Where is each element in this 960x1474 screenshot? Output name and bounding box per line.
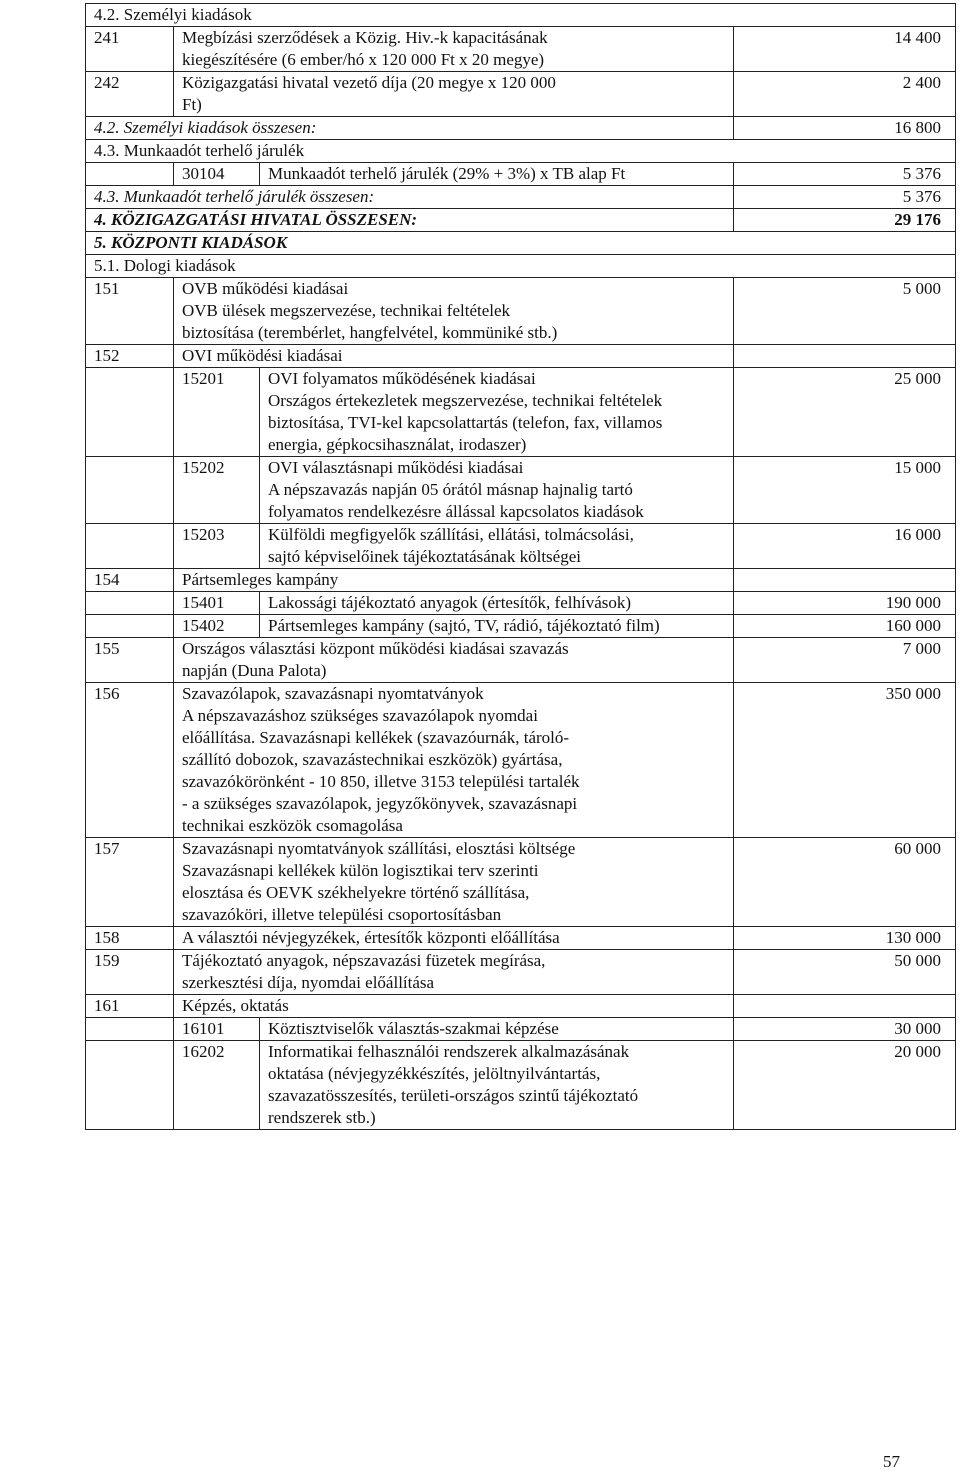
item-code-text: 152	[94, 346, 120, 365]
table-row	[86, 255, 956, 278]
item-amount-text: 60 000	[894, 839, 942, 858]
item-code	[86, 345, 174, 368]
item-description	[174, 278, 734, 345]
table-row	[86, 232, 956, 255]
item-code	[86, 995, 174, 1018]
empty-cell	[86, 524, 174, 569]
subitem-code	[174, 615, 260, 638]
section-total-label-text: 4.2. Személyi kiadások összesen:	[94, 118, 317, 137]
subitem-code	[174, 524, 260, 569]
subitem-amount	[734, 1041, 956, 1130]
table-row	[86, 638, 956, 683]
subitem-code	[174, 163, 260, 186]
item-code-text: 242	[94, 73, 120, 92]
subitem-amount-text: 16 000	[894, 525, 942, 544]
item-amount-text: 14 400	[894, 28, 942, 47]
subitem-code-text: 15203	[182, 525, 225, 544]
table-row	[86, 927, 956, 950]
item-amount	[734, 995, 956, 1018]
table-row	[86, 615, 956, 638]
table-row	[86, 457, 956, 524]
item-description	[174, 927, 734, 950]
chapter-title-text: 5. KÖZPONTI KIADÁSOK	[94, 233, 288, 252]
empty-cell	[86, 615, 174, 638]
table-row	[86, 1041, 956, 1130]
subitem-amount-text: 5 376	[902, 164, 942, 183]
item-amount-text: 50 000	[894, 951, 942, 970]
subitem-description-text: Munkaadót terhelő járulék (29% + 3%) x TB alap Ft	[268, 164, 626, 183]
subitem-amount	[734, 1018, 956, 1041]
table-row	[86, 995, 956, 1018]
subitem-description	[260, 1018, 734, 1041]
grand-total-amount-text: 29 176	[894, 210, 942, 229]
item-description-text: Képzés, oktatás	[182, 996, 289, 1015]
page-number: 57	[883, 1452, 900, 1471]
item-amount	[734, 278, 956, 345]
subitem-description	[260, 163, 734, 186]
subitem-code-text: 16101	[182, 1019, 225, 1038]
table-row	[86, 163, 956, 186]
subitem-amount-text: 160 000	[885, 616, 942, 635]
item-code	[86, 683, 174, 838]
item-amount-text: 7 000	[902, 639, 942, 658]
item-code-text: 151	[94, 279, 120, 298]
item-description-text: OVB működési kiadásai OVB ülések megszervezése, technikai feltételek biztosítása (terembérlet, hangfelvétel, kommüniké stb.)	[182, 279, 558, 342]
table-row	[86, 345, 956, 368]
section-total-amount-text: 16 800	[894, 118, 942, 137]
item-code	[86, 278, 174, 345]
item-code-text: 156	[94, 684, 120, 703]
subitem-description-text: OVI folyamatos működésének kiadásai Országos értekezletek megszervezése, technikai feltételek biztosítása, TVI-kel kapcsolattartás (telefon, fax, villamos energia, gépkocsihasználat, irodaszer)	[268, 369, 663, 454]
item-code-text: 159	[94, 951, 120, 970]
item-description	[174, 995, 734, 1018]
subitem-amount-text: 190 000	[885, 593, 942, 612]
table-row	[86, 683, 956, 838]
section-heading-text: 4.3. Munkaadót terhelő járulék	[94, 141, 305, 160]
subitem-code	[174, 592, 260, 615]
item-amount	[734, 345, 956, 368]
empty-cell	[86, 592, 174, 615]
section-total-amount-text: 5 376	[902, 187, 942, 206]
grand-total-label-text: 4. KÖZIGAZGATÁSI HIVATAL ÖSSZESEN:	[94, 210, 418, 229]
subitem-code	[174, 1041, 260, 1130]
item-description	[174, 638, 734, 683]
subitem-code	[174, 1018, 260, 1041]
item-description-text: Országos választási központ működési kiadásai szavazás napján (Duna Palota)	[182, 639, 569, 680]
subitem-description	[260, 1041, 734, 1130]
section-heading	[86, 140, 956, 163]
section-heading	[86, 4, 956, 27]
subitem-description-text: Külföldi megfigyelők szállítási, ellátási, tolmácsolási, sajtó képviselőinek tájékoztatásának költségei	[268, 525, 634, 566]
empty-cell	[86, 368, 174, 457]
subitem-code-text: 15201	[182, 369, 225, 388]
subitem-amount-text: 20 000	[894, 1042, 942, 1061]
grand-total-label	[86, 209, 734, 232]
item-description-text: Közigazgatási hivatal vezető díja (20 megye x 120 000 Ft)	[182, 73, 556, 114]
item-code	[86, 27, 174, 72]
item-amount	[734, 683, 956, 838]
table-row	[86, 186, 956, 209]
item-code-text: 161	[94, 996, 120, 1015]
item-code	[86, 569, 174, 592]
section-total-label	[86, 186, 734, 209]
section-total-amount	[734, 186, 956, 209]
empty-cell	[86, 1041, 174, 1130]
item-amount-text: 2 400	[902, 73, 942, 92]
subitem-code	[174, 457, 260, 524]
table-row	[86, 140, 956, 163]
table-row	[86, 4, 956, 27]
item-code	[86, 838, 174, 927]
subitem-description	[260, 592, 734, 615]
subitem-amount	[734, 615, 956, 638]
item-description	[174, 72, 734, 117]
subitem-amount	[734, 457, 956, 524]
empty-cell	[86, 163, 174, 186]
subitem-description-text: OVI választásnapi működési kiadásai A népszavazás napján 05 órától másnap hajnalig tartó folyamatos rendelkezésre állással kapcsolatos kiadások	[268, 458, 644, 521]
subitem-code-text: 16202	[182, 1042, 225, 1061]
section-total-amount	[734, 117, 956, 140]
item-code	[86, 638, 174, 683]
item-amount	[734, 72, 956, 117]
section-heading-text: 5.1. Dologi kiadások	[94, 256, 236, 275]
item-description	[174, 569, 734, 592]
item-code-text: 155	[94, 639, 120, 658]
item-code	[86, 72, 174, 117]
subitem-description-text: Pártsemleges kampány (sajtó, TV, rádió, tájékoztató film)	[268, 616, 660, 635]
section-total-label-text: 4.3. Munkaadót terhelő járulék összesen:	[94, 187, 375, 206]
item-description	[174, 345, 734, 368]
subitem-code-text: 15202	[182, 458, 225, 477]
item-description-text: Pártsemleges kampány	[182, 570, 339, 589]
subitem-code	[174, 368, 260, 457]
section-heading-text: 4.2. Személyi kiadások	[94, 5, 252, 24]
section-total-label	[86, 117, 734, 140]
item-code-text: 241	[94, 28, 120, 47]
item-description-text: Szavazásnapi nyomtatványok szállítási, elosztási költsége Szavazásnapi kellékek külön logisztikai terv szerinti elosztása és OEVK székhelyekre történő szállítása, szavazóköri, illetve települési csoportosításban	[182, 839, 576, 924]
subitem-description	[260, 615, 734, 638]
table-row	[86, 524, 956, 569]
item-description	[174, 838, 734, 927]
subitem-amount-text: 15 000	[894, 458, 942, 477]
item-description-text: Tájékoztató anyagok, népszavazási füzetek megírása, szerkesztési díja, nyomdai előállítása	[182, 951, 546, 992]
subitem-amount-text: 25 000	[894, 369, 942, 388]
item-description-text: A választói névjegyzékek, értesítők központi előállítása	[182, 928, 560, 947]
item-description	[174, 950, 734, 995]
subitem-amount	[734, 592, 956, 615]
subitem-code-text: 30104	[182, 164, 225, 183]
item-description	[174, 27, 734, 72]
table-row	[86, 1018, 956, 1041]
section-heading	[86, 255, 956, 278]
subitem-description-text: Informatikai felhasználói rendszerek alkalmazásának oktatása (névjegyzékkészítés, jelöltnyilvántartás, szavazatösszesítés, területi-országos szintű tájékoztató rendszerek stb.)	[268, 1042, 639, 1127]
subitem-description-text: Köztisztviselők választás-szakmai képzése	[268, 1019, 559, 1038]
item-description	[174, 683, 734, 838]
empty-cell	[86, 457, 174, 524]
subitem-amount	[734, 163, 956, 186]
item-code	[86, 950, 174, 995]
subitem-code-text: 15402	[182, 616, 225, 635]
table-row	[86, 117, 956, 140]
table-row	[86, 592, 956, 615]
item-amount	[734, 927, 956, 950]
table-row	[86, 278, 956, 345]
subitem-description	[260, 524, 734, 569]
empty-cell	[86, 1018, 174, 1041]
table-row	[86, 368, 956, 457]
item-code-text: 157	[94, 839, 120, 858]
budget-table	[85, 3, 956, 1130]
item-amount	[734, 27, 956, 72]
subitem-description	[260, 368, 734, 457]
table-row	[86, 72, 956, 117]
subitem-amount	[734, 368, 956, 457]
table-row	[86, 569, 956, 592]
item-code	[86, 927, 174, 950]
grand-total-amount	[734, 209, 956, 232]
item-description-text: OVI működési kiadásai	[182, 346, 343, 365]
item-amount	[734, 638, 956, 683]
subitem-description	[260, 457, 734, 524]
item-amount-text: 350 000	[885, 684, 942, 703]
subitem-amount-text: 30 000	[894, 1019, 942, 1038]
item-amount-text: 130 000	[885, 928, 942, 947]
item-amount	[734, 950, 956, 995]
chapter-title	[86, 232, 956, 255]
item-amount	[734, 569, 956, 592]
table-row	[86, 27, 956, 72]
item-description-text: Megbízási szerződések a Közig. Hiv.-k kapacitásának kiegészítésére (6 ember/hó x 120 000 Ft x 20 megye)	[182, 28, 548, 69]
subitem-description-text: Lakossági tájékoztató anyagok (értesítők, felhívások)	[268, 593, 632, 612]
item-code-text: 158	[94, 928, 120, 947]
item-description-text: Szavazólapok, szavazásnapi nyomtatványok A népszavazáshoz szükséges szavazólapok nyomdai előállítása. Szavazásnapi kellékek (szavazóurnák, tároló- szállító dobozok, szavazástechnikai eszközök) gyártása, szavazókörönként - 10 850, illetve 3153 települési tartalék - a szükséges szavazólapok, jegyzőkönyvek, szavazásnapi technikai eszközök csomagolása	[182, 684, 580, 835]
table-row	[86, 209, 956, 232]
item-code-text: 154	[94, 570, 120, 589]
item-amount	[734, 838, 956, 927]
subitem-amount	[734, 524, 956, 569]
table-row	[86, 950, 956, 995]
table-row	[86, 838, 956, 927]
item-amount-text: 5 000	[902, 279, 942, 298]
subitem-code-text: 15401	[182, 593, 225, 612]
